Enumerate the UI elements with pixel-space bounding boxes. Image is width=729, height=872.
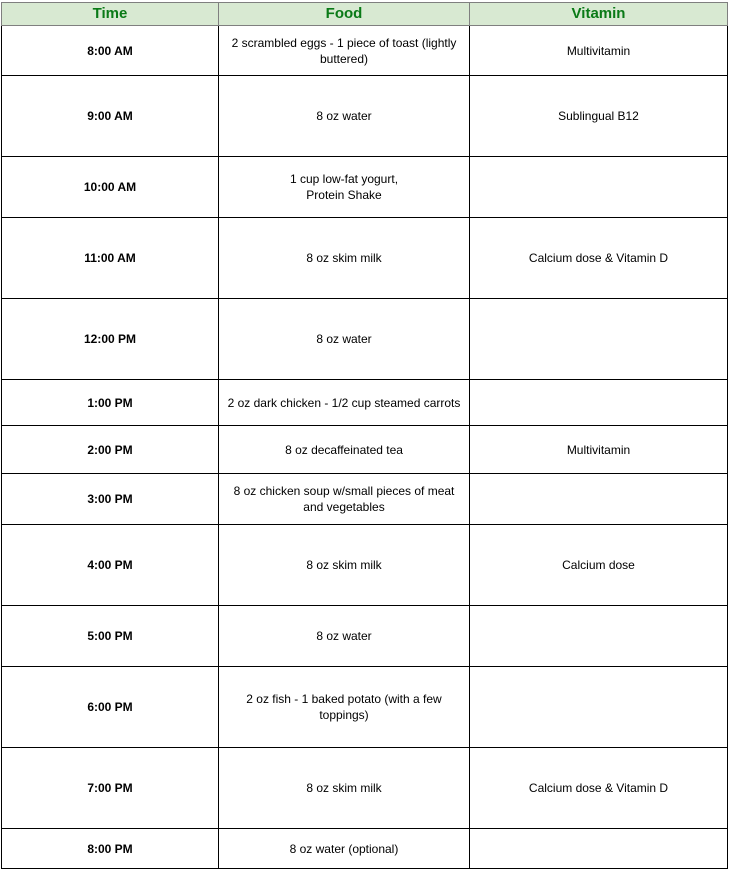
vitamin-cell: Sublingual B12: [470, 76, 728, 157]
time-cell: 3:00 PM: [2, 474, 219, 525]
food-cell: [219, 380, 470, 426]
food-line: 8 oz decaffeinated tea: [285, 442, 403, 457]
food-line: 8 oz water (optional): [289, 841, 399, 856]
table-row: [2, 299, 728, 380]
food-line: Protein Shake: [306, 188, 382, 202]
food-line: 2 oz fish - 1 baked potato (with a few: [246, 692, 442, 706]
time-cell: 1:00 PM: [2, 380, 219, 426]
time-cell: 6:00 PM: [2, 667, 219, 748]
food-cell: [219, 606, 470, 667]
column-header-time: Time: [2, 3, 219, 26]
table-row: [2, 474, 728, 525]
header-row: [2, 3, 728, 26]
vitamin-cell: Calcium dose & Vitamin D: [470, 748, 728, 829]
time-cell: 7:00 PM: [2, 748, 219, 829]
meal-schedule-table: [1, 2, 728, 869]
food-line: 8 oz water: [316, 109, 372, 123]
time-cell: 12:00 PM: [2, 299, 219, 380]
food-cell: [219, 76, 470, 157]
food-line: 8 oz chicken soup w/small pieces of meat: [233, 484, 455, 498]
food-cell: [219, 26, 470, 76]
food-cell: [219, 829, 470, 869]
food-line: 2 scrambled eggs - 1 piece of toast (lightly: [231, 35, 457, 50]
food-line: 8 oz skim milk: [306, 251, 382, 265]
table-row: [2, 525, 728, 606]
vitamin-cell: [470, 606, 728, 667]
food-cell: [219, 157, 470, 218]
food-line: 2 oz dark chicken - 1/2 cup steamed carrots: [227, 395, 461, 410]
table-row: [2, 748, 728, 829]
vitamin-cell: [470, 380, 728, 426]
food-cell: [219, 426, 470, 474]
vitamin-cell: [470, 667, 728, 748]
table-row: [2, 667, 728, 748]
table-row: [2, 26, 728, 76]
food-line: toppings): [319, 708, 369, 722]
vitamin-cell: Multivitamin: [470, 426, 728, 474]
table-row: [2, 218, 728, 299]
food-line: 1 cup low-fat yogurt,: [289, 172, 399, 186]
column-header-food: Food: [219, 3, 470, 26]
time-cell: 11:00 AM: [2, 218, 219, 299]
table-row: [2, 606, 728, 667]
food-cell: [219, 525, 470, 606]
food-cell: [219, 748, 470, 829]
column-header-vitamin: Vitamin: [470, 3, 728, 26]
food-cell: [219, 667, 470, 748]
food-line: 8 oz water: [316, 629, 372, 643]
vitamin-cell: [470, 157, 728, 218]
table-row: [2, 76, 728, 157]
food-line: 8 oz skim milk: [306, 781, 382, 795]
food-line: buttered): [319, 51, 369, 66]
time-cell: 10:00 AM: [2, 157, 219, 218]
food-line: 8 oz water: [316, 332, 372, 346]
time-cell: 2:00 PM: [2, 426, 219, 474]
food-line: 8 oz skim milk: [306, 558, 382, 572]
time-cell: 8:00 PM: [2, 829, 219, 869]
food-line: and vegetables: [303, 500, 385, 514]
vitamin-cell: [470, 474, 728, 525]
table-header: [2, 3, 728, 26]
table-row: [2, 829, 728, 869]
table-body: [2, 26, 728, 869]
food-cell: [219, 218, 470, 299]
table-row: [2, 426, 728, 474]
time-cell: 9:00 AM: [2, 76, 219, 157]
vitamin-cell: Multivitamin: [470, 26, 728, 76]
time-cell: 5:00 PM: [2, 606, 219, 667]
food-cell: [219, 474, 470, 525]
vitamin-cell: [470, 829, 728, 869]
vitamin-cell: Calcium dose: [470, 525, 728, 606]
food-cell: [219, 299, 470, 380]
time-cell: 8:00 AM: [2, 26, 219, 76]
time-cell: 4:00 PM: [2, 525, 219, 606]
table-row: [2, 380, 728, 426]
table-row: [2, 157, 728, 218]
vitamin-cell: Calcium dose & Vitamin D: [470, 218, 728, 299]
vitamin-cell: [470, 299, 728, 380]
